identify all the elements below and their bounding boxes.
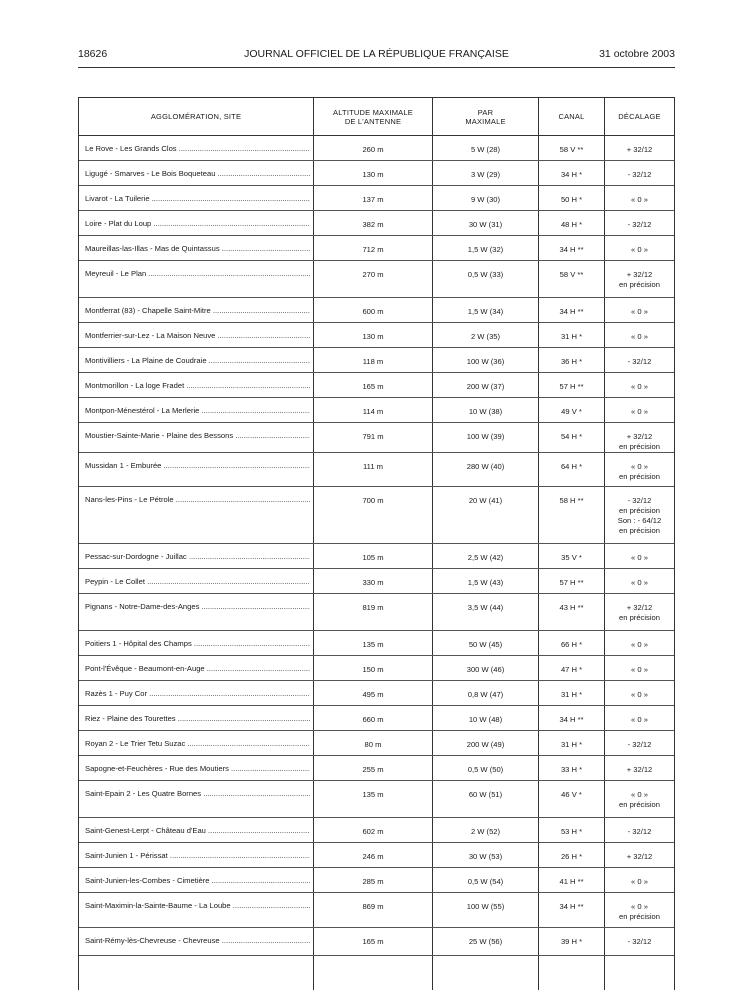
par-cell: 20 W (41) [468, 496, 503, 505]
site-cell: Maureillas-las-Illas - Mas de Quintassus ..... [85, 244, 310, 253]
decalage-cell: + 32/12 en précision [619, 270, 660, 289]
site-cell: Le Rove - Les Grands Clos ..... [85, 144, 310, 153]
table-row [79, 656, 674, 681]
par-cell: 10 W (48) [468, 715, 503, 724]
table-row [79, 261, 674, 298]
decalage-cell: - 32/12 [627, 220, 652, 229]
canal-cell: 48 H * [560, 220, 583, 229]
canal-cell: 49 V * [561, 407, 582, 416]
journal-title: JOURNAL OFFICIEL DE LA RÉPUBLIQUE FRANÇAISE [244, 48, 509, 60]
col-header-canal: CANAL [558, 112, 585, 121]
canal-cell: 31 H * [560, 690, 583, 699]
table-row [79, 423, 674, 453]
canal-cell: 31 H * [560, 332, 583, 341]
canal-cell: 46 V * [561, 790, 582, 799]
par-cell: 280 W (40) [466, 462, 505, 471]
par-cell: 3 W (29) [470, 170, 501, 179]
par-cell: 100 W (55) [466, 902, 505, 911]
par-cell: 2 W (52) [470, 827, 501, 836]
canal-cell: 31 H * [560, 740, 583, 749]
canal-cell: 47 H * [560, 665, 583, 674]
decalage-cell: « 0 » [631, 407, 648, 416]
par-cell: 10 W (38) [468, 407, 503, 416]
altitude-cell: 165 m [362, 382, 384, 391]
canal-cell: 54 H * [560, 432, 583, 441]
table-row [79, 594, 674, 631]
table-row [79, 186, 674, 211]
site-cell: Nans-les-Pins - Le Pétrole ..... [85, 495, 310, 504]
col-header-par: PAR MAXIMALE [465, 107, 506, 126]
par-cell: 0,8 W (47) [467, 690, 504, 699]
site-cell: Sapogne-et-Feuchères - Rue des Moutiers ..... [85, 764, 310, 773]
table-row [79, 211, 674, 236]
site-cell: Pignans - Notre-Dame-des-Anges ..... [85, 602, 310, 611]
decalage-cell: « 0 » [631, 877, 648, 886]
decalage-cell: « 0 » [631, 640, 648, 649]
table-row [79, 731, 674, 756]
decalage-cell: « 0 » [631, 195, 648, 204]
altitude-cell: 285 m [362, 877, 384, 886]
table-row [79, 781, 674, 818]
par-cell: 0,5 W (33) [467, 270, 504, 279]
site-cell: Montpon-Ménestérol - La Merlerie ..... [85, 406, 310, 415]
table-row [79, 453, 674, 487]
site-cell: Saint-Junien-les-Combes - Cimetière ..... [85, 876, 310, 885]
table-row [79, 544, 674, 569]
site-cell: Montivilliers - La Plaine de Coudraie ..... [85, 356, 310, 365]
decalage-cell: « 0 » [631, 382, 648, 391]
site-cell: Poitiers 1 - Hôpital des Champs ..... [85, 639, 310, 648]
canal-cell: 66 H * [560, 640, 583, 649]
site-cell: Saint-Maximin-la-Sainte-Baume - La Loube ..... [85, 901, 310, 910]
decalage-cell: + 32/12 [626, 765, 653, 774]
col-header-decalage: DÉCALAGE [618, 112, 661, 121]
table-row [79, 893, 674, 928]
table-row [79, 843, 674, 868]
par-cell: 2,5 W (42) [467, 553, 504, 562]
altitude-cell: 150 m [362, 665, 384, 674]
altitude-cell: 255 m [362, 765, 384, 774]
site-cell: Montferrat (83) - Chapelle Saint-Mitre ..... [85, 306, 310, 315]
altitude-cell: 660 m [362, 715, 384, 724]
par-cell: 100 W (39) [466, 432, 505, 441]
header-rule [78, 67, 675, 68]
par-cell: 60 W (51) [468, 790, 503, 799]
table-row [79, 236, 674, 261]
table-row [79, 631, 674, 656]
altitude-cell: 137 m [362, 195, 384, 204]
canal-cell: 36 H * [560, 357, 583, 366]
site-cell: Riez - Plaine des Tourettes ..... [85, 714, 310, 723]
canal-cell: 33 H * [560, 765, 583, 774]
canal-cell: 58 V ** [559, 145, 584, 154]
altitude-cell: 114 m [362, 407, 384, 416]
table-row [79, 323, 674, 348]
altitude-cell: 819 m [362, 603, 384, 612]
site-cell: Pont-l'Évêque - Beaumont-en-Auge ..... [85, 664, 310, 673]
canal-cell: 50 H * [560, 195, 583, 204]
table-header [79, 98, 674, 136]
decalage-cell: « 0 » [631, 665, 648, 674]
decalage-cell: « 0 » en précision [619, 902, 660, 921]
canal-cell: 34 H ** [559, 245, 584, 254]
par-cell: 5 W (28) [470, 145, 501, 154]
site-cell: Mussidan 1 - Emburée ..... [85, 461, 310, 470]
site-cell: Royan 2 - Le Trier Tetu Suzac ..... [85, 739, 310, 748]
altitude-cell: 246 m [362, 852, 384, 861]
table-row [79, 373, 674, 398]
decalage-cell: + 32/12 en précision [619, 603, 660, 622]
par-cell: 200 W (49) [466, 740, 505, 749]
altitude-cell: 130 m [362, 170, 384, 179]
par-cell: 30 W (53) [468, 852, 503, 861]
site-cell: Loire - Plat du Loup ..... [85, 219, 310, 228]
site-cell: Montmorillon - La loge Fradet ..... [85, 381, 310, 390]
site-cell: Saint-Epain 2 - Les Quatre Bornes ..... [85, 789, 310, 798]
page-header [78, 48, 675, 64]
altitude-cell: 135 m [362, 790, 384, 799]
table-row [79, 487, 674, 544]
canal-cell: 34 H ** [559, 902, 584, 911]
altitude-cell: 330 m [362, 578, 384, 587]
canal-cell: 39 H * [560, 937, 583, 946]
table-row [79, 928, 674, 956]
table-row [79, 398, 674, 423]
table-row [79, 136, 674, 161]
decalage-cell: « 0 » [631, 690, 648, 699]
decalage-cell: « 0 » en précision [619, 462, 660, 481]
canal-cell: 34 H ** [559, 715, 584, 724]
table-row [79, 756, 674, 781]
table-row [79, 818, 674, 843]
site-cell: Montferrier-sur-Lez - La Maison Neuve ..... [85, 331, 310, 340]
page-number: 18626 [78, 48, 108, 60]
stations-table [78, 97, 675, 990]
decalage-cell: « 0 » [631, 553, 648, 562]
altitude-cell: 700 m [362, 496, 384, 505]
canal-cell: 57 H ** [559, 578, 584, 587]
decalage-cell: « 0 » [631, 332, 648, 341]
site-cell: Moustier-Sainte-Marie - Plaine des Bessons ..... [85, 431, 310, 440]
par-cell: 3,5 W (44) [467, 603, 504, 612]
altitude-cell: 602 m [362, 827, 384, 836]
par-cell: 25 W (56) [468, 937, 503, 946]
table-row [79, 706, 674, 731]
canal-cell: 34 H * [560, 170, 583, 179]
altitude-cell: 111 m [363, 462, 383, 471]
par-cell: 9 W (30) [470, 195, 501, 204]
canal-cell: 35 V * [561, 553, 582, 562]
par-cell: 0,5 W (54) [467, 877, 504, 886]
table-row [79, 298, 674, 323]
canal-cell: 57 H ** [559, 382, 584, 391]
decalage-cell: « 0 » en précision [619, 790, 660, 809]
altitude-cell: 105 m [362, 553, 384, 562]
altitude-cell: 80 m [364, 740, 382, 749]
site-cell: Saint-Junien 1 - Périssat ..... [85, 851, 310, 860]
table-row [79, 681, 674, 706]
table-row [79, 569, 674, 594]
table-row [79, 161, 674, 186]
canal-cell: 43 H ** [559, 603, 584, 612]
decalage-cell: - 32/12 en précision Son : - 64/12 en précision [617, 496, 662, 535]
col-header-site: AGGLOMÉRATION, SITE [150, 112, 242, 121]
par-cell: 30 W (31) [468, 220, 503, 229]
site-cell: Pessac-sur-Dordogne - Juillac ..... [85, 552, 310, 561]
table-row [79, 348, 674, 373]
canal-cell: 41 H ** [559, 877, 584, 886]
altitude-cell: 791 m [362, 432, 384, 441]
decalage-cell: « 0 » [631, 578, 648, 587]
par-cell: 2 W (35) [470, 332, 501, 341]
canal-cell: 58 V ** [559, 270, 584, 279]
canal-cell: 64 H * [560, 462, 583, 471]
col-header-altitude: ALTITUDE MAXIMALE DE L'ANTENNE [333, 107, 413, 126]
decalage-cell: « 0 » [631, 715, 648, 724]
site-cell: Ligugé - Smarves - Le Bois Boqueteau ..... [85, 169, 310, 178]
altitude-cell: 130 m [362, 332, 384, 341]
altitude-cell: 382 m [362, 220, 384, 229]
decalage-cell: - 32/12 [627, 357, 652, 366]
altitude-cell: 712 m [362, 245, 384, 254]
par-cell: 0,5 W (50) [467, 765, 504, 774]
site-cell: Meyreuil - Le Plan ..... [85, 269, 310, 278]
altitude-cell: 165 m [362, 937, 384, 946]
decalage-cell: - 32/12 [627, 740, 652, 749]
altitude-cell: 869 m [362, 902, 384, 911]
decalage-cell: - 32/12 [627, 937, 652, 946]
altitude-cell: 270 m [362, 270, 384, 279]
altitude-cell: 600 m [362, 307, 384, 316]
site-cell: Saint-Genest-Lerpt - Château d'Eau ..... [85, 826, 310, 835]
site-cell: Livarot - La Tuilerie ..... [85, 194, 310, 203]
site-cell: Saint-Rémy-lès-Chevreuse - Chevreuse ..... [85, 936, 310, 945]
decalage-cell: + 32/12 en précision [619, 432, 660, 451]
decalage-cell: - 32/12 [627, 827, 652, 836]
table-row [79, 868, 674, 893]
altitude-cell: 260 m [362, 145, 384, 154]
altitude-cell: 495 m [362, 690, 384, 699]
canal-cell: 58 H ** [559, 496, 584, 505]
altitude-cell: 118 m [362, 357, 384, 366]
canal-cell: 34 H ** [559, 307, 584, 316]
par-cell: 1,5 W (32) [467, 245, 504, 254]
site-cell: Razès 1 - Puy Cor ..... [85, 689, 310, 698]
canal-cell: 53 H * [560, 827, 583, 836]
publication-date: 31 octobre 2003 [599, 48, 675, 60]
altitude-cell: 135 m [362, 640, 384, 649]
canal-cell: 26 H * [560, 852, 583, 861]
par-cell: 300 W (46) [466, 665, 505, 674]
decalage-cell: + 32/12 [626, 852, 653, 861]
par-cell: 100 W (36) [466, 357, 505, 366]
par-cell: 50 W (45) [468, 640, 503, 649]
decalage-cell: « 0 » [631, 307, 648, 316]
site-cell: Peypin - Le Collet ..... [85, 577, 310, 586]
par-cell: 1,5 W (34) [467, 307, 504, 316]
decalage-cell: + 32/12 [626, 145, 653, 154]
decalage-cell: - 32/12 [627, 170, 652, 179]
par-cell: 1,5 W (43) [467, 578, 504, 587]
par-cell: 200 W (37) [466, 382, 505, 391]
decalage-cell: « 0 » [631, 245, 648, 254]
